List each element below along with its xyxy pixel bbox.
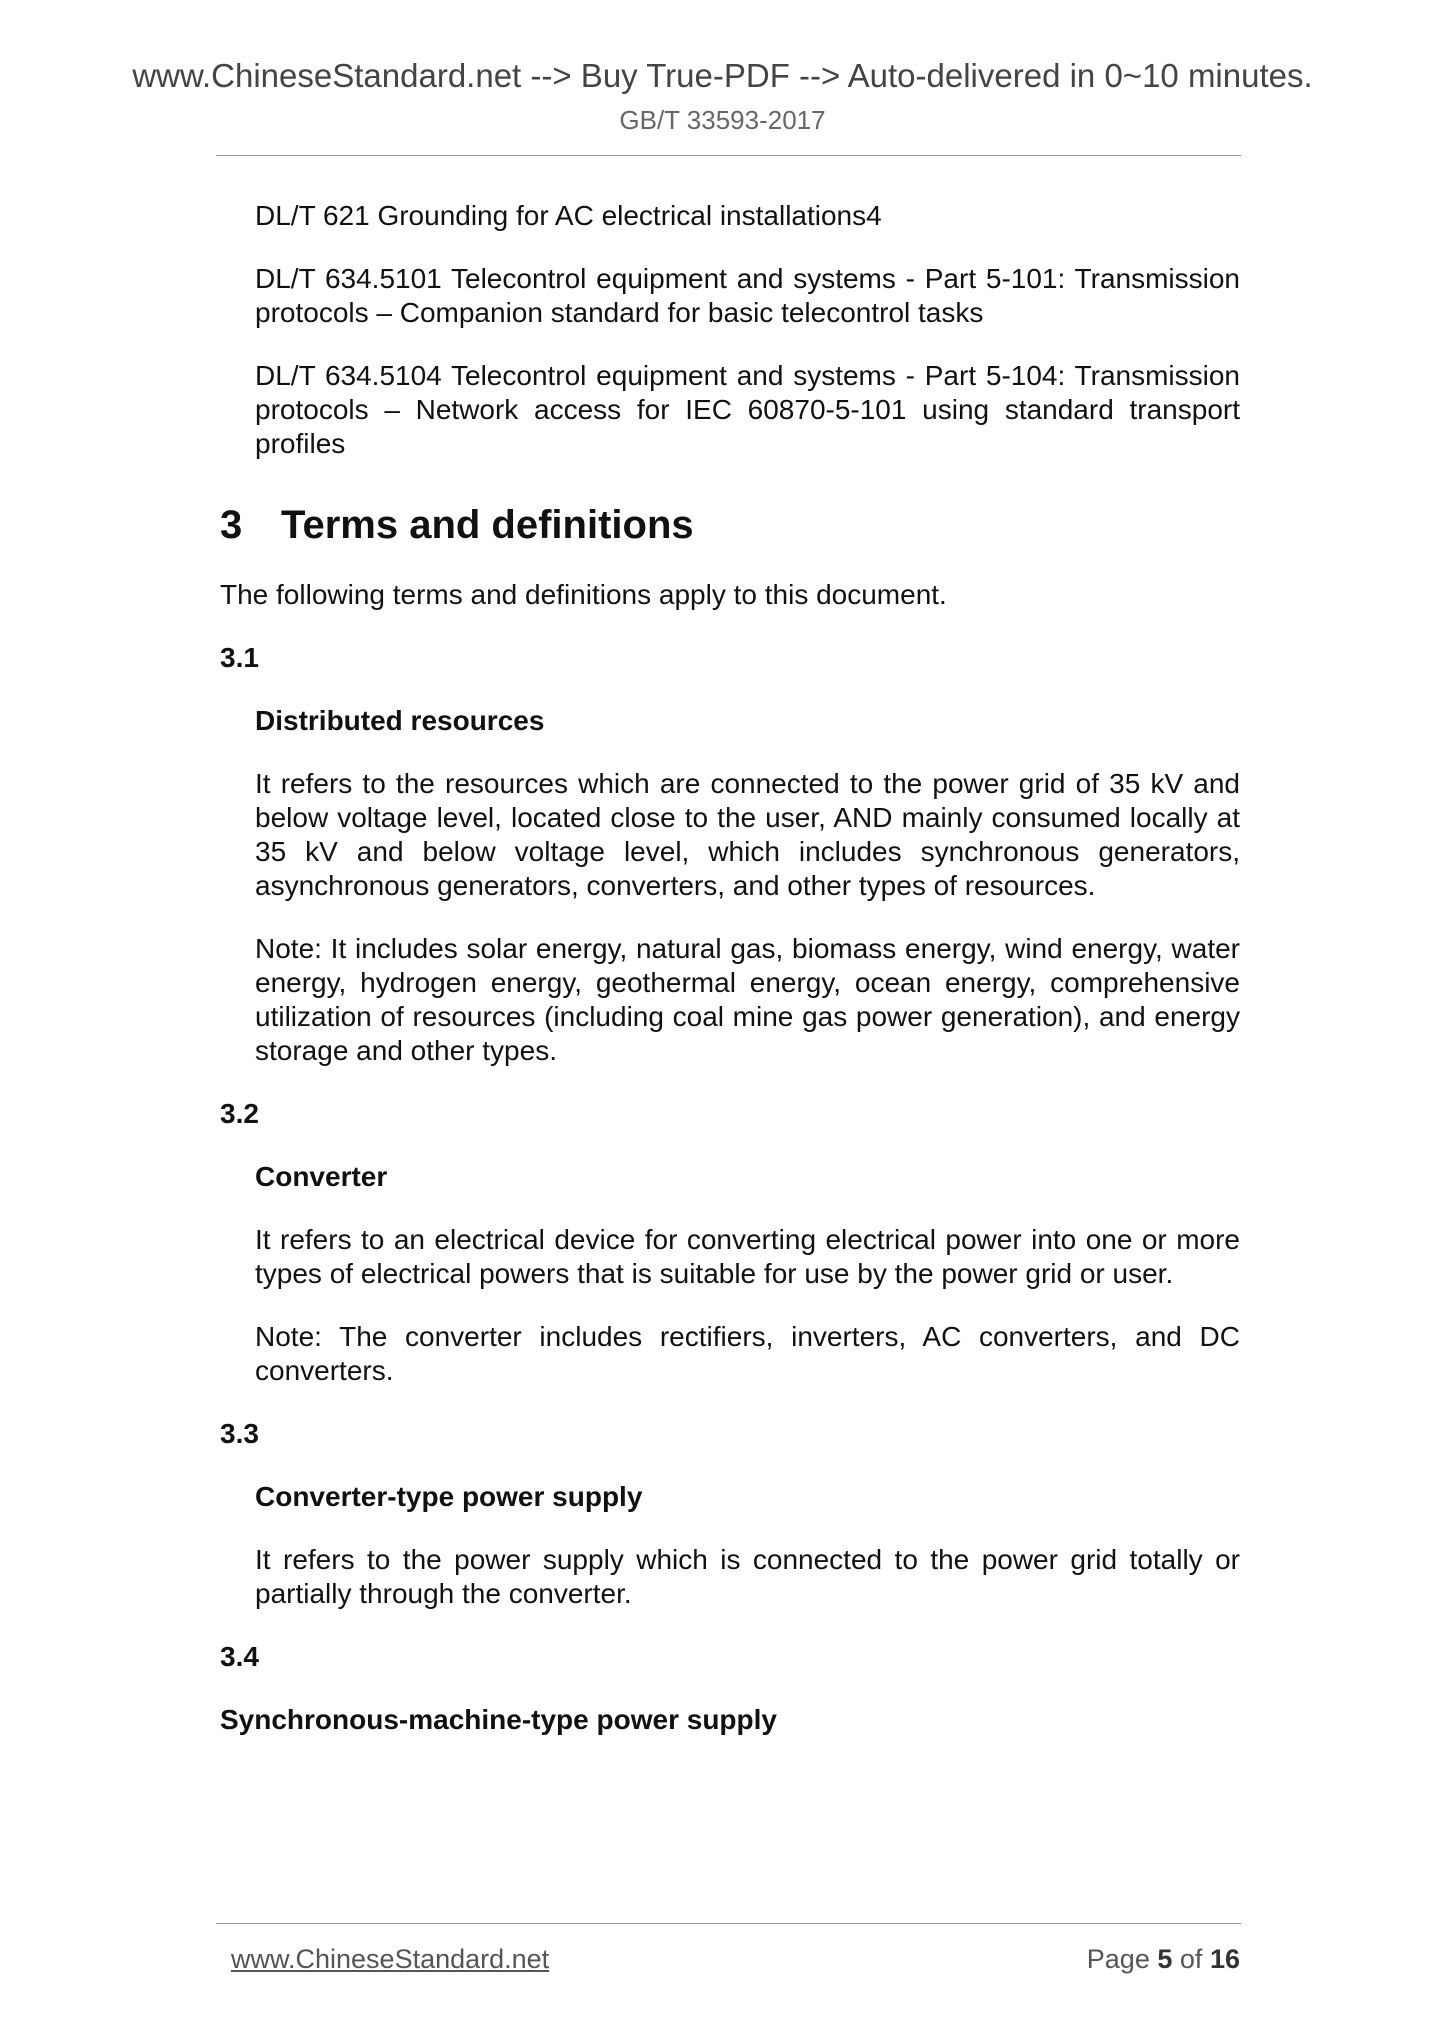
term-note: Note: It includes solar energy, natural gas, biomass energy, wind energy, water energy, hydrogen energy, geothermal energy, ocean energy, comprehensive utilization of resources (including coal mine gas power generation), and energy storage and other types. <box>255 933 1240 1066</box>
term-name: Converter-type power supply <box>255 1481 643 1512</box>
header-divider <box>216 155 1241 156</box>
header-banner: www.ChineseStandard.net --> Buy True-PDF --> Auto-delivered in 0~10 minutes. <box>132 57 1313 94</box>
page-current: 5 <box>1157 1944 1173 1974</box>
page-label: Page <box>1086 1944 1150 1974</box>
term-number: 3.4 <box>220 1641 259 1672</box>
section-heading <box>220 500 1240 550</box>
term-definition: It refers to the resources which are connected to the power grid of 35 kV and below voltage level, located close to the user, AND mainly consumed locally at 35 kV and below voltage level, which includes synchronous generators, asynchronous generators, converters, and other types of resources. <box>255 768 1240 901</box>
footer-divider <box>216 1923 1241 1924</box>
page-of: of <box>1179 1944 1203 1974</box>
term-definition: It refers to the power supply which is connected to the power grid totally or partially through the converter. <box>255 1544 1240 1609</box>
page-number <box>1087 1942 1240 1976</box>
document-code: GB/T 33593-2017 <box>619 105 826 135</box>
term-definition: It refers to an electrical device for converting electrical power into one or more types of electrical powers that is suitable for use by the power grid or user. <box>255 1224 1240 1289</box>
term-note: Note: The converter includes rectifiers, inverters, AC converters, and DC converters. <box>255 1321 1240 1386</box>
term-number: 3.3 <box>220 1418 259 1449</box>
term-number: 3.2 <box>220 1098 259 1129</box>
term-name: Synchronous-machine-type power supply <box>220 1704 777 1735</box>
reference-item: DL/T 634.5101 Telecontrol equipment and systems - Part 5-101: Transmission protocols – Companion standard for basic telecontrol tasks <box>255 263 1240 328</box>
reference-item: DL/T 621 Grounding for AC electrical installations4 <box>255 200 882 231</box>
term-number: 3.1 <box>220 642 259 673</box>
footer-site-link[interactable]: www.ChineseStandard.net <box>231 1944 550 1974</box>
term-name: Distributed resources <box>255 705 545 736</box>
section-title: Terms and definitions <box>281 503 694 547</box>
section-intro: The following terms and definitions apply to this document. <box>220 579 947 610</box>
term-name: Converter <box>255 1161 388 1192</box>
reference-item: DL/T 634.5104 Telecontrol equipment and systems - Part 5-104: Transmission protocols – Network access for IEC 60870-5-101 using standard transport profiles <box>255 360 1240 459</box>
page-content <box>220 199 1240 1766</box>
page-total: 16 <box>1209 1944 1240 1974</box>
section-number: 3 <box>220 503 243 547</box>
